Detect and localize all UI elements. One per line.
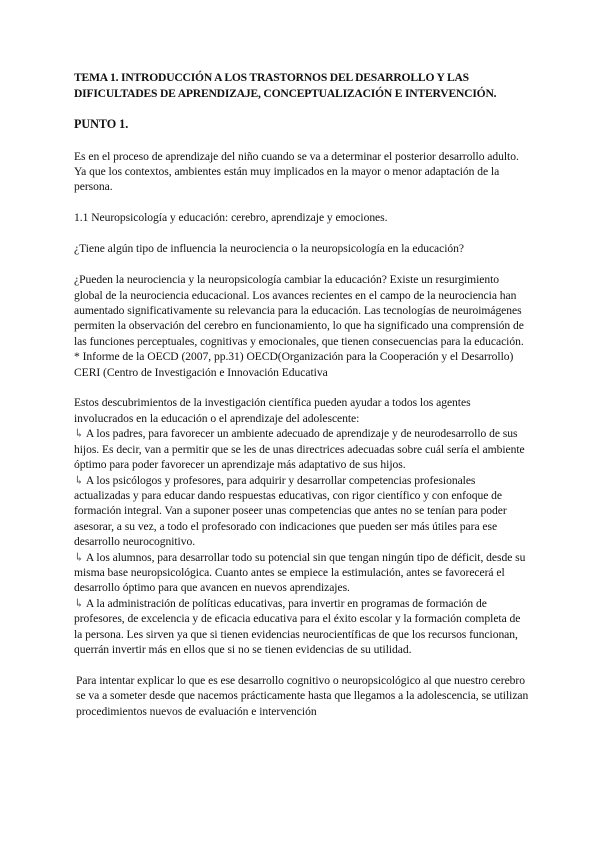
list-item-text: A los alumnos, para desarrollar todo su potencial sin que tengan ningún tipo de déficit, desde su misma base neuropsicológica. Cuanto antes se empiece la estimulación, antes se favorecerá el desarrollo óptimo para que avancen en nuevos aprendizajes. — [74, 550, 526, 595]
arrow-icon: ↳ — [74, 550, 84, 564]
list-item — [74, 550, 530, 596]
section-number: PUNTO 1. — [74, 117, 129, 132]
discoveries-intro: Estos descubrimientos de la investigación científica pueden ayudar a todos los agentes involucrados en la educación o el aprendizaje del adolescente: — [74, 396, 471, 425]
document-page — [74, 70, 530, 735]
list-item — [74, 596, 530, 658]
list-item-text: A la administración de políticas educativas, para invertir en programas de formación de profesores, de excelencia y de eficacia educativa para el éxito escolar y la formación completa de la persona. Les sirven ya que si tienen evidencias neurocientíficas de que los recursos funcionan, querrán invertir más en ellos que si no se tienen evidencias de su utilidad. — [74, 596, 521, 656]
question-paragraph: ¿Tiene algún tipo de influencia la neurociencia o la neuropsicología en la educación? — [74, 242, 465, 256]
document-title: TEMA 1. INTRODUCCIÓN A LOS TRASTORNOS DEL DESARROLLO Y LAS DIFICULTADES DE APRENDIZAJE, CONCEPTUALIZACIÓN E INTERVENCIÓN. — [74, 71, 497, 100]
arrow-icon: ↳ — [74, 473, 84, 487]
list-item-text: A los padres, para favorecer un ambiente adecuado de aprendizaje y de neurodesarrollo de sus hijos. Es decir, van a permitir que se les de unas directrices adecuadas sobre cuál sería el ambiente óptimo para poder favorecer un aprendizaje más adaptativo de sus hijos. — [74, 427, 525, 472]
closing-paragraph: Para intentar explicar lo que es ese desarrollo cognitivo o neuropsicológico al que nuestro cerebro se va a someter desde que nacemos prácticamente hasta que llegamos a la adolescencia, se utilizan procedimientos nuevos de evaluación e intervención — [76, 673, 529, 718]
bullet-list — [74, 426, 530, 657]
reference-note: * Informe de la OECD (2007, pp.31) OECD(Organización para la Cooperación y el Desarrollo) CERI (Centro de Investigación e Innovación Educativa — [74, 350, 514, 379]
list-item — [74, 473, 530, 550]
section-heading: 1.1 Neuropsicología y educación: cerebro, aprendizaje y emociones. — [74, 211, 388, 225]
arrow-icon: ↳ — [74, 427, 84, 441]
list-item — [74, 426, 530, 472]
intro-paragraph: Es en el proceso de aprendizaje del niño cuando se va a determinar el posterior desarrollo adulto. Ya que los contextos, ambientes están muy implicados en la mayor o menor adaptación de la persona. — [74, 149, 519, 194]
list-item-text: A los psicólogos y profesores, para adquirir y desarrollar competencias profesionales actualizadas y para educar dando respuestas educativas, con rigor científico y con enfoque de formación integral. Van a suponer poseer unas competencias que antes no se tenían para poder asesorar, a su vez, a todo el profesorado con indicaciones que pueden ser más útiles para ese desarrollo neurocognitivo. — [74, 473, 507, 549]
answer-paragraph: ¿Pueden la neurociencia y la neuropsicología cambiar la educación? Existe un resurgimiento global de la neurociencia educacional. Los avances recientes en el campo de la neurociencia han aumentado significativamente su relevancia para la educación. Las tecnologías de neuroimágenes permiten la observación del cerebro en funcionamiento, lo que ha significado una comprensión de las funciones perceptuales, cognitivas y emocionales, que tienen consecuencias para la educación. — [74, 273, 524, 348]
arrow-icon: ↳ — [74, 596, 84, 610]
